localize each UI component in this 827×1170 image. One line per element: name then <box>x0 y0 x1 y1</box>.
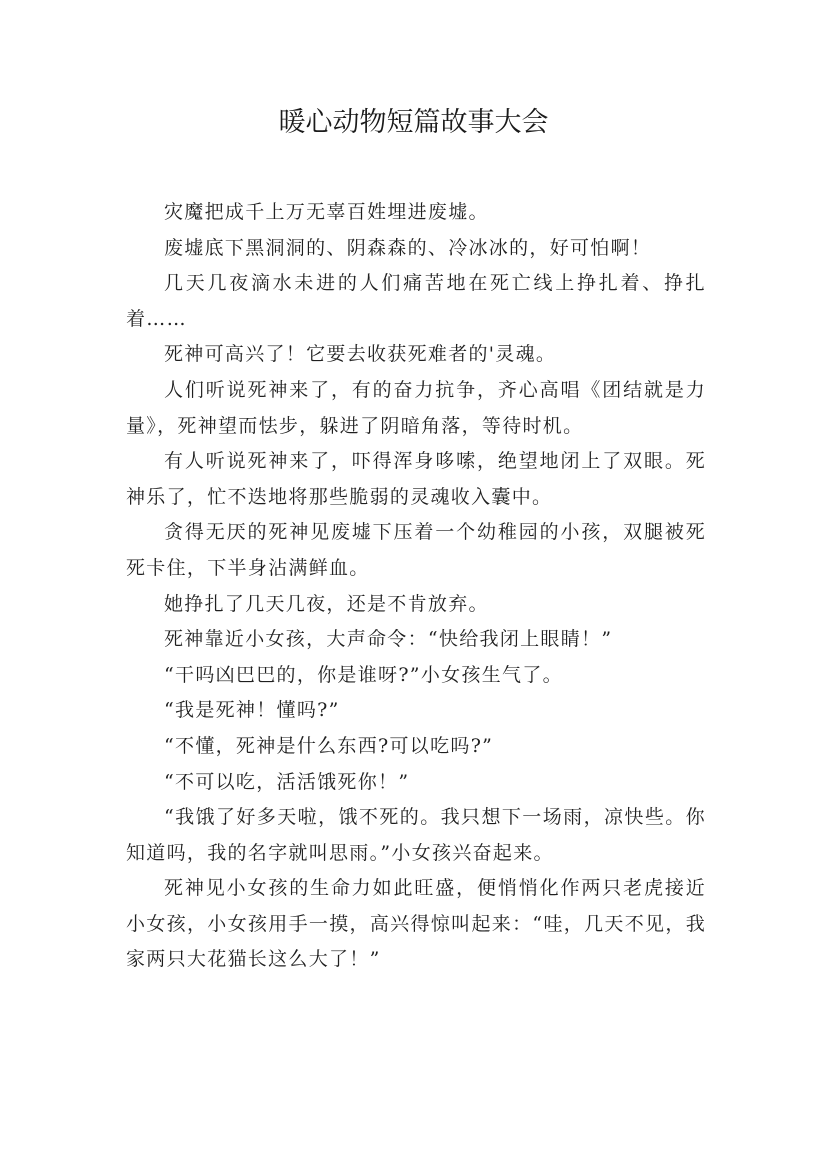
paragraph-9: 死神靠近小女孩，大声命令：“快给我闭上眼睛！” <box>164 628 613 651</box>
paragraph-6: 有人听说死神来了，吓得浑身哆嗦，绝望地闭上了双眼。死神乐了，忙不迭地将那些脆弱的灵魂收入囊中。 <box>126 450 706 508</box>
paragraph-11: “我是死神！懂吗?” <box>164 699 340 722</box>
paragraph-7: 贪得无厌的死神见废墟下压着一个幼稚园的小孩，双腿被死死卡住，下半身沾满鲜血。 <box>126 521 706 579</box>
paragraph-8: 她挣扎了几天几夜，还是不肯放弃。 <box>164 592 489 615</box>
story-body <box>126 195 706 978</box>
paragraph-2: 废墟底下黑洞洞的、阴森森的、冷冰冰的，好可怕啊！ <box>164 236 652 259</box>
document-title: 暖心动物短篇故事大会 <box>278 107 549 138</box>
paragraph-14: “我饿了好多天啦，饿不死的。我只想下一场雨，凉快些。你知道吗，我的名字就叫思雨。”小女孩兴奋起来。 <box>126 806 706 864</box>
paragraph-5: 人们听说死神来了，有的奋力抗争，齐心高唱《团结就是力量》，死神望而怯步，躲进了阴暗角落，等待时机。 <box>126 378 706 437</box>
paragraph-13: “不可以吃，活活饿死你！” <box>164 770 410 793</box>
paragraph-1: 灾魔把成千上万无辜百姓埋进废墟。 <box>164 201 489 223</box>
paragraph-3: 几天几夜滴水未进的人们痛苦地在死亡线上挣扎着、挣扎着…… <box>126 272 706 330</box>
paragraph-15: 死神见小女孩的生命力如此旺盛，便悄悄化作两只老虎接近小女孩，小女孩用手一摸，高兴得惊叫起来：“哇，几天不见，我家两只大花猫长这么大了！” <box>126 877 706 971</box>
paragraph-4: 死神可高兴了！它要去收获死难者的'灵魂。 <box>164 343 557 366</box>
paragraph-12: “不懂，死神是什么东西?可以吃吗?” <box>164 734 494 757</box>
paragraph-10: “干吗凶巴巴的，你是谁呀?”小女孩生气了。 <box>164 663 563 686</box>
